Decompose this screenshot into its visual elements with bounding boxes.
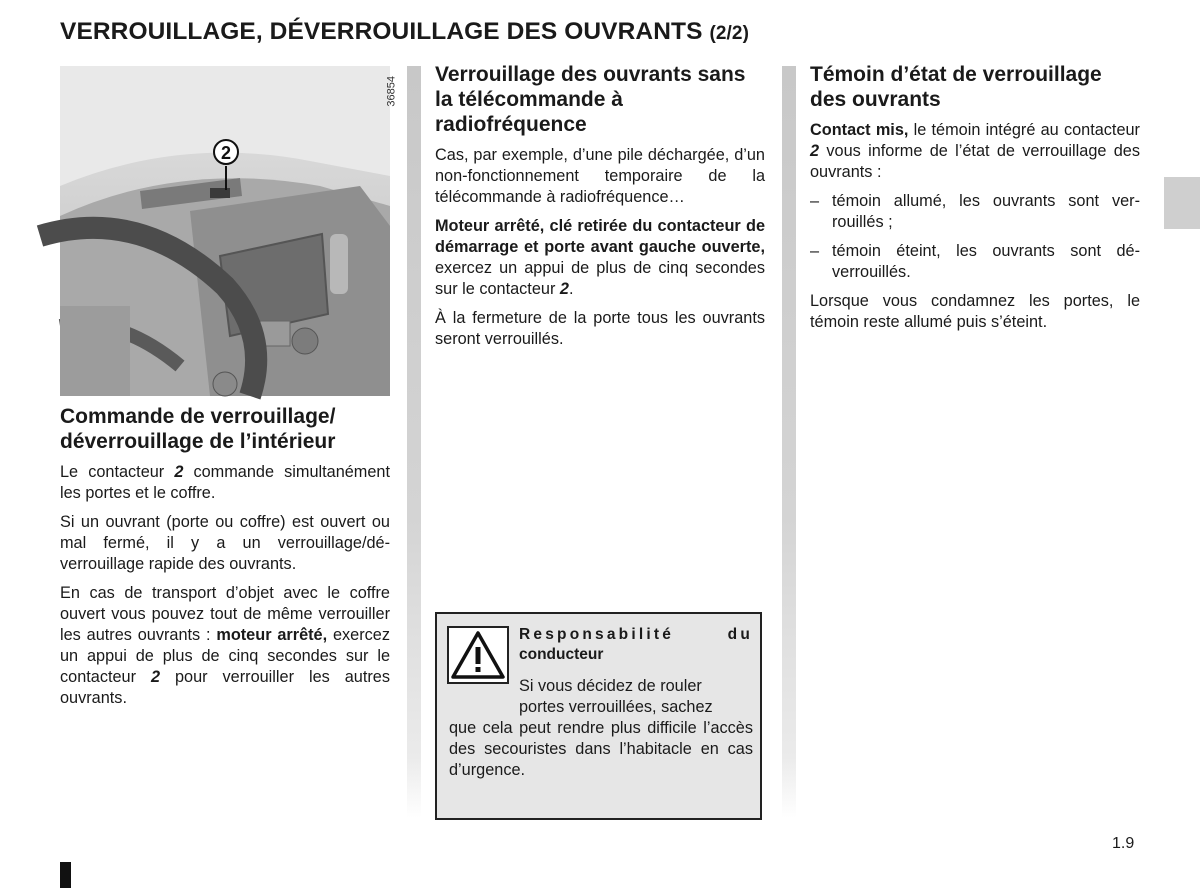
crop-mark bbox=[60, 862, 71, 888]
left-paragraph-3: En cas de transport d’objet avec le coffre ouvert vous pouvez tout de même verrouiller les autres ouvrants : moteur arrêté, exercez un appui de plus de cinq secondes sur le contacteur 2 pour verrouiller les autres ouvrants. bbox=[60, 584, 390, 707]
middle-heading: Verrouillage des ouvrants sans la télécommande à radiofréquence bbox=[435, 63, 746, 136]
column-separator-2 bbox=[782, 66, 796, 818]
right-paragraph-2: Lorsque vous condamnez les portes, le témoin reste allumé puis s’éteint. bbox=[810, 292, 1140, 331]
middle-paragraph-2: Moteur arrêté, clé retirée du contacteur de démarrage et porte avant gauche ouverte, exercez un appui de plus de cinq secondes sur le contacteur 2. bbox=[435, 217, 765, 298]
callout-2: 2 bbox=[220, 143, 232, 163]
list-item: – témoin éteint, les ouvrants sont déverrouillés. bbox=[810, 242, 1140, 281]
right-column bbox=[810, 62, 1140, 341]
warning-text: Si vous décidez de rouler portes verrouillées, sachez que cela peut rendre plus difficile l’accès des secouristes dans l’habitacle en cas d’urgence. bbox=[449, 677, 753, 779]
page-title-main: VERROUILLAGE, DÉVERROUILLAGE DES OUVRANTS bbox=[60, 18, 703, 45]
left-paragraph-1: Le contacteur 2 commande simultanément les portes et le coffre. bbox=[60, 463, 390, 502]
page-number: 1.9 bbox=[1112, 835, 1135, 852]
list-item: – témoin allumé, les ouvrants sont verrouillés ; bbox=[810, 192, 1140, 231]
left-paragraph-2: Si un ouvrant (porte ou coffre) est ouvert ou mal fermé, il y a un verrouillage/déverrouillage rapide des ouvrants. bbox=[60, 513, 390, 573]
right-paragraph-1: Contact mis, le témoin intégré au contacteur 2 vous informe de l’état de verrouillage des ouvrants : bbox=[810, 121, 1140, 181]
left-column bbox=[60, 66, 398, 717]
page-title bbox=[60, 18, 749, 46]
page-title-part: (2/2) bbox=[709, 23, 750, 44]
section-tab bbox=[1164, 177, 1200, 229]
figure-code: 36854 bbox=[386, 76, 398, 107]
warning-box bbox=[435, 612, 762, 820]
middle-paragraph-1: Cas, par exemple, d’une pile déchargée, d’un non-fonctionnement temporaire de la télécommande à radiofréquence… bbox=[435, 146, 765, 206]
middle-paragraph-3: À la fermeture de la porte tous les ouvrants seront verrouillés. bbox=[435, 309, 765, 348]
dashboard-drawing bbox=[60, 66, 390, 396]
warning-heading: Responsabilité du conducteur bbox=[519, 626, 753, 663]
middle-column bbox=[435, 62, 765, 358]
left-heading: Commande de verrouillage/ déverrouillage de l’intérieur bbox=[60, 405, 336, 453]
status-list bbox=[810, 191, 1140, 283]
dashboard-illustration bbox=[60, 66, 398, 396]
column-separator-1 bbox=[407, 66, 421, 818]
right-heading: Témoin d’état de verrouillage des ouvrants bbox=[810, 63, 1102, 111]
